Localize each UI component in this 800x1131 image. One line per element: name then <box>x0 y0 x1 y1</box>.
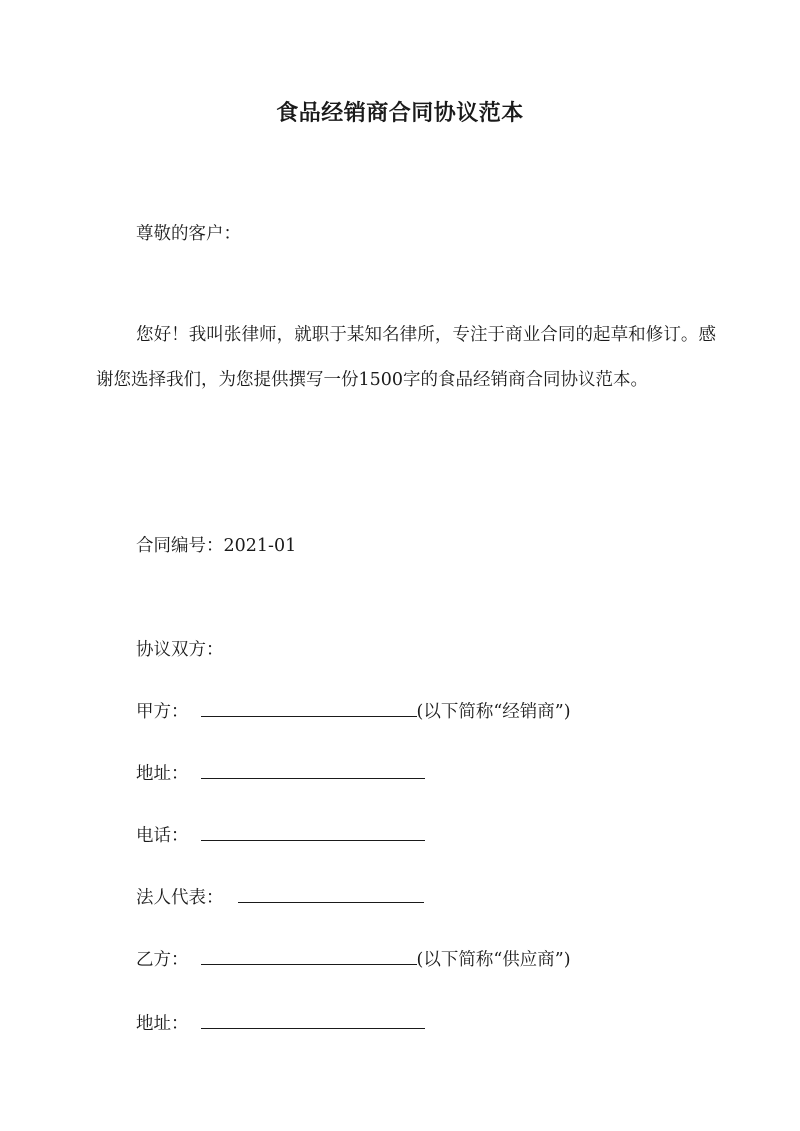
address-b-blank[interactable] <box>201 1014 425 1029</box>
address-b-field <box>136 1010 425 1035</box>
party-a-blank[interactable] <box>201 702 417 717</box>
party-b-suffix: (以下简称“供应商”) <box>416 950 571 970</box>
parties-heading: 协议双方： <box>136 640 224 660</box>
phone-field <box>136 822 425 847</box>
party-b-label: 乙方： <box>136 950 189 970</box>
contract-number: 合同编号：2021-01 <box>136 536 297 556</box>
address-b-label: 地址： <box>136 1014 189 1034</box>
document-title: 食品经销商合同协议范本 <box>276 100 524 126</box>
party-a-field <box>136 698 571 723</box>
intro-paragraph: 您好！我叫张律师，就职于某知名律所，专注于商业合同的起草和修订。感谢您选择我们，为您提供撰写一份1500字的食品经销商合同协议范本。 <box>96 325 716 390</box>
party-b-blank[interactable] <box>201 950 417 965</box>
legal-rep-field <box>136 884 424 909</box>
party-a-suffix: (以下简称“经销商”) <box>416 702 571 722</box>
address-a-label: 地址： <box>136 764 189 784</box>
address-a-field <box>136 760 425 785</box>
phone-label: 电话： <box>136 826 189 846</box>
salutation: 尊敬的客户： <box>136 224 241 244</box>
legal-rep-label: 法人代表： <box>136 888 224 908</box>
legal-rep-blank[interactable] <box>238 888 424 903</box>
party-a-label: 甲方： <box>136 702 189 722</box>
party-b-field <box>136 946 571 971</box>
phone-blank[interactable] <box>201 826 425 841</box>
address-a-blank[interactable] <box>201 764 425 779</box>
